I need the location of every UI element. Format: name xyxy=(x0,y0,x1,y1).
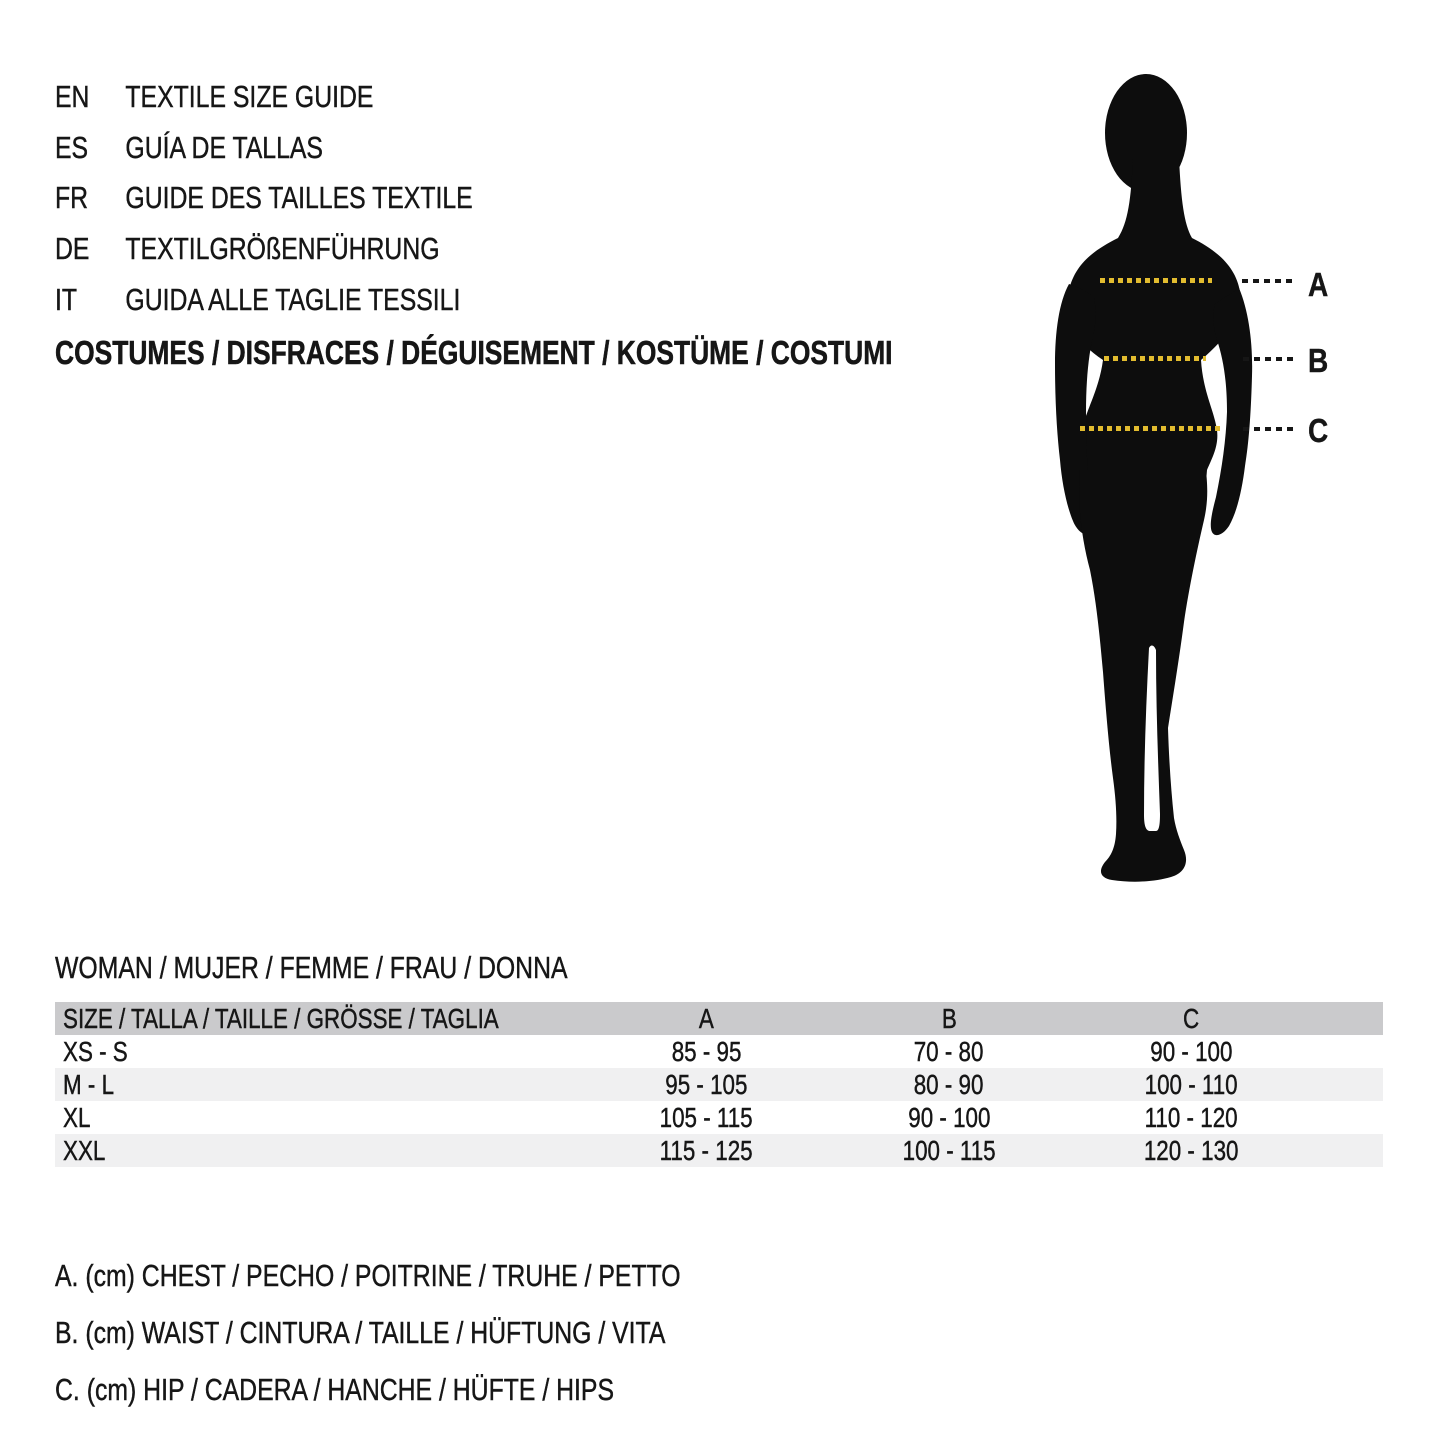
silhouette-legs xyxy=(1079,470,1207,882)
lang-title: GUIDA ALLE TAGLIE TESSILI xyxy=(125,281,461,317)
silhouette-right-arm xyxy=(1211,288,1252,535)
lang-title: TEXTILE SIZE GUIDE xyxy=(125,79,374,115)
hip-cell: 100 - 110 xyxy=(1144,1068,1238,1100)
chest-measure-dash-yellow xyxy=(1100,278,1212,283)
col-header-size: SIZE / TALLA / TAILLE / GRÖSSE / TAGLIA xyxy=(63,1002,499,1034)
col-header-filler xyxy=(1312,1002,1383,1035)
lang-code: FR xyxy=(55,180,89,216)
table-row-m-l xyxy=(55,1068,1383,1101)
lang-code: ES xyxy=(55,129,89,165)
size-cell: XS - S xyxy=(63,1035,128,1067)
lang-row-de xyxy=(55,224,473,275)
lang-row-it xyxy=(55,274,473,325)
waist-measure-dash-yellow xyxy=(1104,356,1206,361)
category-line xyxy=(55,334,1102,372)
waist-cell: 90 - 100 xyxy=(907,1101,991,1133)
section-title-text: WOMAN / MUJER / FEMME / FRAU / DONNA xyxy=(55,950,568,985)
chest-cell: 95 - 105 xyxy=(665,1068,748,1100)
hip-cell: 90 - 100 xyxy=(1149,1035,1233,1067)
legend-line-chest: A. (cm) CHEST / PECHO / POITRINE / TRUHE / PETTO xyxy=(55,1257,681,1293)
chest-leader-dash xyxy=(1242,279,1296,283)
size-cell: M - L xyxy=(63,1068,115,1100)
legend-line-hip: C. (cm) HIP / CADERA / HANCHE / HÜFTE / HIPS xyxy=(55,1371,614,1407)
size-cell: XXL xyxy=(63,1134,106,1166)
waist-leader-dash xyxy=(1243,357,1297,361)
chest-cell: 85 - 95 xyxy=(671,1035,742,1067)
col-header-b: B xyxy=(941,1002,957,1034)
language-title-list xyxy=(55,72,577,325)
legend-line-waist: B. (cm) WAIST / CINTURA / TAILLE / HÜFTUNG / VITA xyxy=(55,1314,666,1350)
marker-label-b: B xyxy=(1308,342,1329,379)
lang-row-fr xyxy=(55,173,473,224)
size-table xyxy=(55,1002,1383,1167)
lang-code: EN xyxy=(55,79,90,115)
table-row-xxl xyxy=(55,1134,1383,1167)
hip-leader-dash xyxy=(1243,427,1297,431)
size-table-header-row xyxy=(55,1002,1383,1035)
marker-label-a: A xyxy=(1308,266,1329,303)
table-row-xs-s xyxy=(55,1035,1383,1068)
hip-cell: 120 - 130 xyxy=(1143,1134,1239,1166)
col-header-a: A xyxy=(699,1002,714,1034)
lang-code: IT xyxy=(55,281,78,317)
waist-cell: 80 - 90 xyxy=(914,1068,984,1100)
table-row-xl xyxy=(55,1101,1383,1134)
lang-row-en xyxy=(55,72,473,123)
lang-title: TEXTILGRÖßENFÜHRUNG xyxy=(125,231,440,267)
col-header-c: C xyxy=(1182,1002,1200,1034)
lang-title: GUÍA DE TALLAS xyxy=(125,129,323,165)
lang-title: GUIDE DES TAILLES TEXTILE xyxy=(125,180,473,216)
category-text: COSTUMES / DISFRACES / DÉGUISEMENT / KOSTÜME / COSTUMI xyxy=(55,334,893,371)
lang-row-es xyxy=(55,123,473,174)
woman-silhouette xyxy=(1020,60,1320,890)
chest-cell: 115 - 125 xyxy=(660,1134,753,1166)
lang-code: DE xyxy=(55,231,90,267)
chest-cell: 105 - 115 xyxy=(660,1101,753,1133)
section-title-woman xyxy=(55,952,696,984)
measurement-legend xyxy=(55,1247,837,1418)
waist-cell: 100 - 115 xyxy=(902,1134,996,1166)
marker-label-c: C xyxy=(1308,412,1329,449)
waist-cell: 70 - 80 xyxy=(914,1035,984,1067)
hip-cell: 110 - 120 xyxy=(1144,1101,1238,1133)
hip-measure-dash-yellow xyxy=(1080,426,1220,431)
size-cell: XL xyxy=(63,1101,91,1133)
